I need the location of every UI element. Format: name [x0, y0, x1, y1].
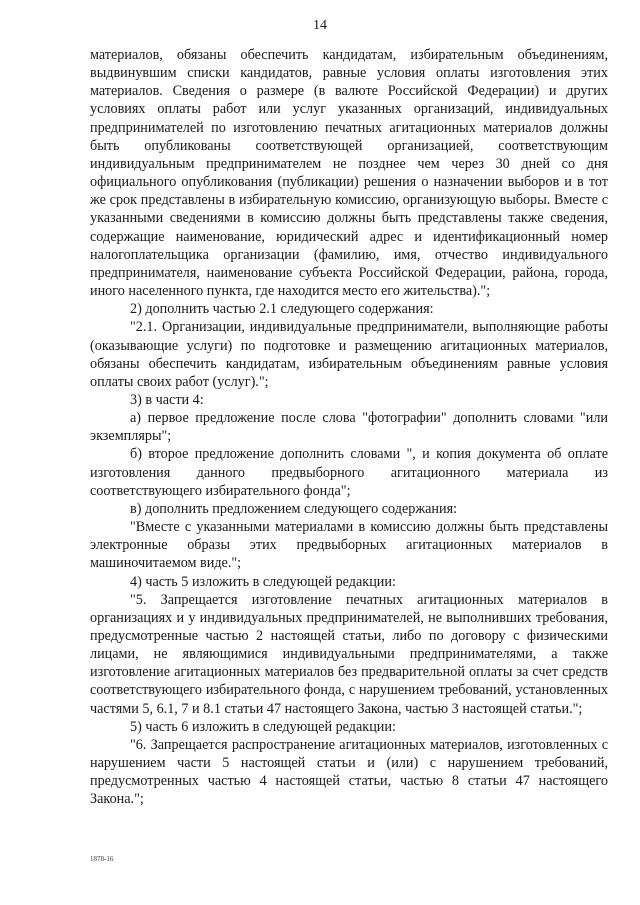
- paragraph: б) второе предложение дополнить словами ", и копия документа об оплате изготовления данного предвыборного агитационного материала из соответствующего избирательного фонда";: [90, 446, 608, 499]
- page-number: 14: [313, 18, 327, 33]
- paragraph: 5) часть 6 изложить в следующей редакции:: [130, 718, 396, 735]
- paragraph: в) дополнить предложением следующего содержания:: [130, 500, 458, 517]
- paragraph: 2) дополнить частью 2.1 следующего содержания:: [130, 301, 434, 318]
- paragraph: 4) часть 5 изложить в следующей редакции:: [130, 573, 396, 590]
- paragraph: "2.1. Организации, индивидуальные предприниматели, выполняющие работы (оказывающие услуги) по подготовке и размещению агитационных материалов, обязаны обеспечить кандидатам, избирательным объединениям равные условия оплаты своих работ (услуг).";: [90, 319, 608, 390]
- paragraph: "5. Запрещается изготовление печатных агитационных материалов в организациях и у индивидуальных предпринимателей, не выполнивших требования, предусмотренные частью 2 настоящей статьи, либо по договору с физическими лицами, не являющимися индивидуальными предпринимателями, а также изготовление агитационных материалов без предварительной оплаты за счет средств соответствующего избирательного фонда, с нарушением требований, установленных частями 5, 6.1, 7 и 8.1 статьи 47 настоящего Закона, частью 3 настоящей статьи.";: [90, 591, 608, 717]
- document-code: 1878-16: [90, 855, 114, 863]
- paragraph: материалов, обязаны обеспечить кандидатам, избирательным объединениям, выдвинувшим списки кандидатов, равные условия оплаты изготовления этих материалов. Сведения о размере (в валюте Российской Федерации) и других условиях оплаты работ или услуг указанных организаций, индивидуальных предпринимателей по изготовлению печатных агитационных материалов должны быть опубликованы соответствующей организацией, соответствующим индивидуальным предпринимателем не позднее чем через 30 дней со дня официального опубликования (публикации) решения о назначении выборов и в тот же срок представлены в избирательную комиссию, организующую выборы. Вместе с указанными сведениями в комиссию должны быть представлены также сведения, содержащие наименование, юридический адрес и идентификационный номер налогоплательщика организации (фамилию, имя, отчество индивидуального предпринимателя, наименование субъекта Российской Федерации, района, города, иного населенного пункта, где находится место его жительства).";: [90, 47, 608, 300]
- paragraph: а) первое предложение после слова "фотографии" дополнить словами "или экземпляры";: [90, 410, 608, 445]
- paragraph: "Вместе с указанными материалами в комиссию должны быть представлены электронные образы этих предвыборных агитационных материалов в машиночитаемом виде.";: [90, 519, 608, 572]
- paragraph: "6. Запрещается распространение агитационных материалов, изготовленных с нарушением части 5 настоящей статьи и (или) с нарушением требований, предусмотренных частью 4 настоящей статьи, частью 8 статьи 47 настоящего Закона.";: [90, 736, 608, 808]
- document-body: [90, 46, 608, 809]
- paragraph: 3) в части 4:: [130, 391, 204, 408]
